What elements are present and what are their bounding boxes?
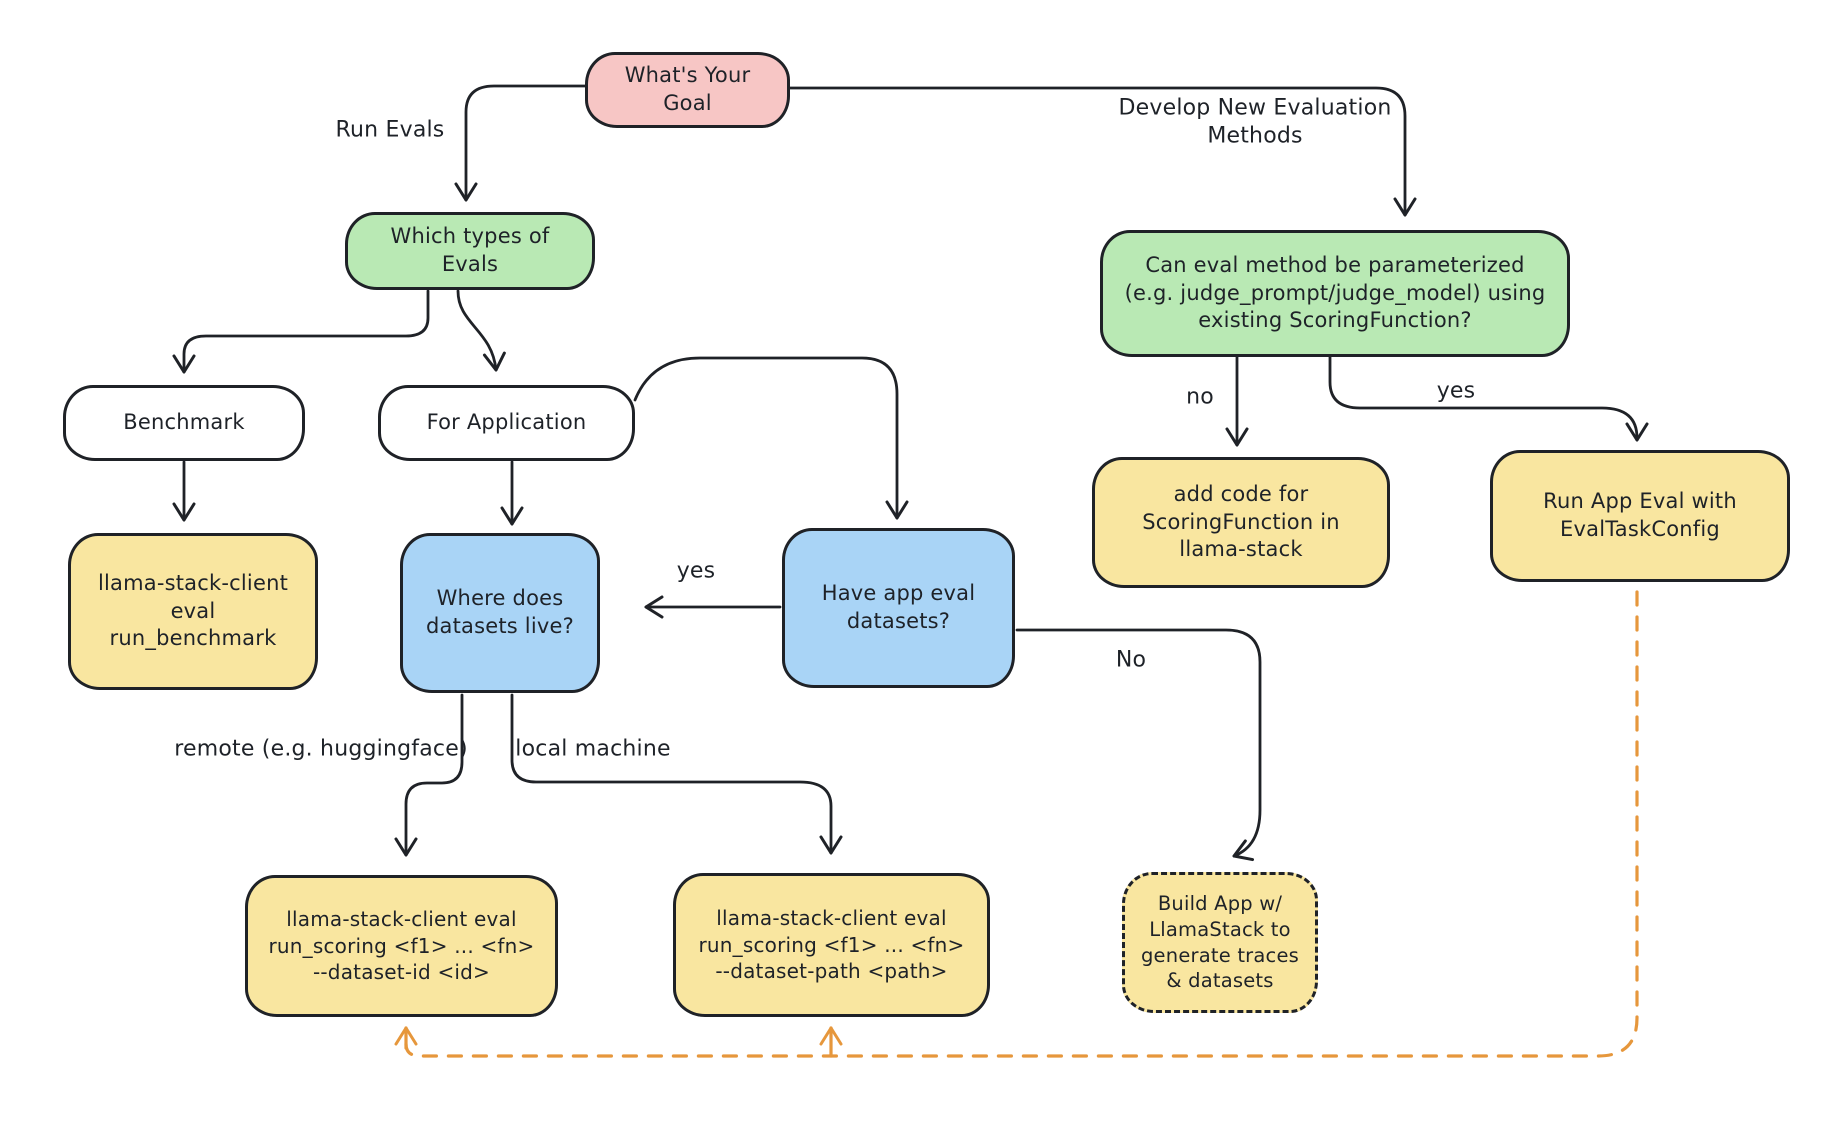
node-run-scoring-dataset-id: [245, 875, 558, 1017]
node-run-app-eval: [1490, 450, 1790, 582]
edge-goal-to-which-types: [466, 86, 585, 200]
node-add-scoringfunction-code-text: add code for ScoringFunction in llama-stack: [1142, 481, 1340, 562]
node-which-types-of-evals: [345, 212, 595, 290]
edge-param-yes-to-run-app-eval: [1330, 357, 1637, 440]
node-where-datasets-live-text: Where does datasets live?: [426, 586, 574, 638]
node-run-scoring-dataset-path-text: llama-stack-client eval run_scoring <f1> ... <fn> --dataset-path <path>: [698, 906, 965, 984]
node-benchmark-text: Benchmark: [123, 410, 245, 435]
node-can-eval-be-parameterized-text: Can eval method be parameterized (e.g. judge_prompt/judge_model) using existing ScoringFunction?: [1124, 252, 1546, 333]
label-yes-have-datasets: yes: [676, 558, 716, 584]
node-run-scoring-dataset-id-text: llama-stack-client eval run_scoring <f1> ... <fn> --dataset-id <id>: [268, 907, 535, 985]
label-no-have-datasets: No: [1115, 647, 1147, 673]
label-run-evals: Run Evals: [335, 117, 445, 143]
node-whats-your-goal-text: What's Your Goal: [624, 63, 751, 115]
node-can-eval-be-parameterized: [1100, 230, 1570, 357]
edge-for-application-to-have-datasets: [635, 358, 897, 518]
edge-which-types-to-benchmark: [184, 291, 428, 372]
label-develop-new-methods: Develop New Evaluation Methods: [1118, 95, 1392, 148]
node-for-application-text: For Application: [426, 410, 587, 435]
node-run-scoring-dataset-path: [673, 873, 990, 1017]
edge-where-datasets-local: [512, 695, 831, 853]
node-have-app-eval-datasets: [782, 528, 1015, 688]
node-run-benchmark-cmd-text: llama-stack-client eval run_benchmark: [97, 570, 289, 651]
node-build-app-llamastack-text: Build App w/ LlamaStack to generate traces & datasets: [1140, 892, 1300, 993]
node-which-types-of-evals-text: Which types of Evals: [390, 224, 550, 276]
node-benchmark: [63, 385, 305, 461]
edge-where-datasets-remote: [406, 695, 462, 855]
node-run-app-eval-text: Run App Eval with EvalTaskConfig: [1543, 489, 1737, 541]
node-for-application: [378, 385, 635, 461]
label-no-parameterized: no: [1186, 384, 1214, 410]
node-whats-your-goal: [585, 52, 790, 128]
label-yes-parameterized: yes: [1436, 378, 1476, 404]
edge-which-types-to-for-application: [458, 291, 496, 370]
node-build-app-llamastack: [1122, 872, 1318, 1013]
node-have-app-eval-datasets-text: Have app eval datasets?: [821, 581, 976, 633]
node-where-datasets-live: [400, 533, 600, 693]
label-local-machine: local machine: [515, 736, 671, 762]
label-remote-huggingface: remote (e.g. huggingface): [174, 736, 468, 762]
node-run-benchmark-cmd: [68, 533, 318, 690]
node-add-scoringfunction-code: [1092, 457, 1390, 588]
